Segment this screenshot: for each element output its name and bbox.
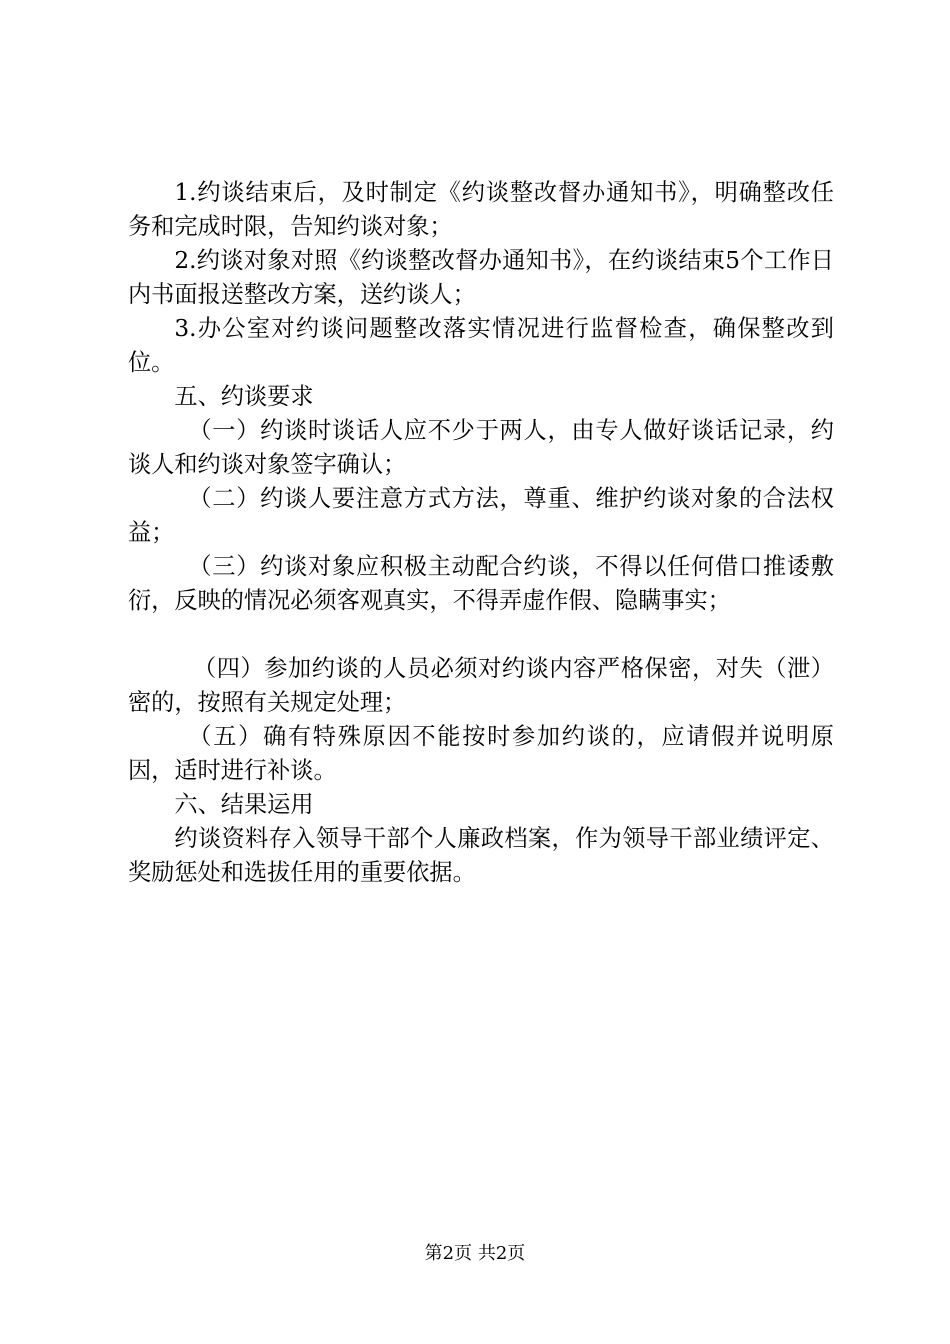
paragraph-requirement-3: （三）约谈对象应积极主动配合约谈，不得以任何借口推诿敷衍，反映的情况必须客观真实，不得弄虚作假、隐瞒事实； (128, 553, 834, 614)
paragraph-requirement-4: （四）参加约谈的人员必须对约谈内容严格保密，对失（泄）密的，按照有关规定处理； (128, 655, 834, 716)
section-heading-results: 六、结果运用 (174, 791, 314, 818)
paragraph-item-1: 1.约谈结束后，及时制定《约谈整改督办通知书》，明确整改任务和完成时限，告知约谈对象； (128, 179, 834, 240)
paragraph-requirement-5: （五）确有特殊原因不能按时参加约谈的，应请假并说明原因，适时进行补谈。 (128, 723, 834, 784)
paragraph-results: 约谈资料存入领导干部个人廉政档案，作为领导干部业绩评定、奖励惩处和选拔任用的重要依据。 (128, 825, 834, 886)
paragraph-item-2: 2.约谈对象对照《约谈整改督办通知书》，在约谈结束5个工作日内书面报送整改方案，送约谈人； (128, 247, 834, 308)
paragraph-requirement-2: （二）约谈人要注意方式方法，尊重、维护约谈对象的合法权益； (128, 485, 834, 546)
document-body (128, 176, 834, 890)
section-heading-requirements: 五、约谈要求 (174, 383, 314, 410)
paragraph-item-3: 3.办公室对约谈问题整改落实情况进行监督检查，确保整改到位。 (128, 315, 834, 376)
page-number-footer: 第2页 共2页 (424, 1243, 526, 1264)
paragraph-requirement-1: （一）约谈时谈话人应不少于两人，由专人做好谈话记录，约谈人和约谈对象签字确认； (128, 417, 834, 478)
paragraph-spacer (128, 618, 834, 652)
